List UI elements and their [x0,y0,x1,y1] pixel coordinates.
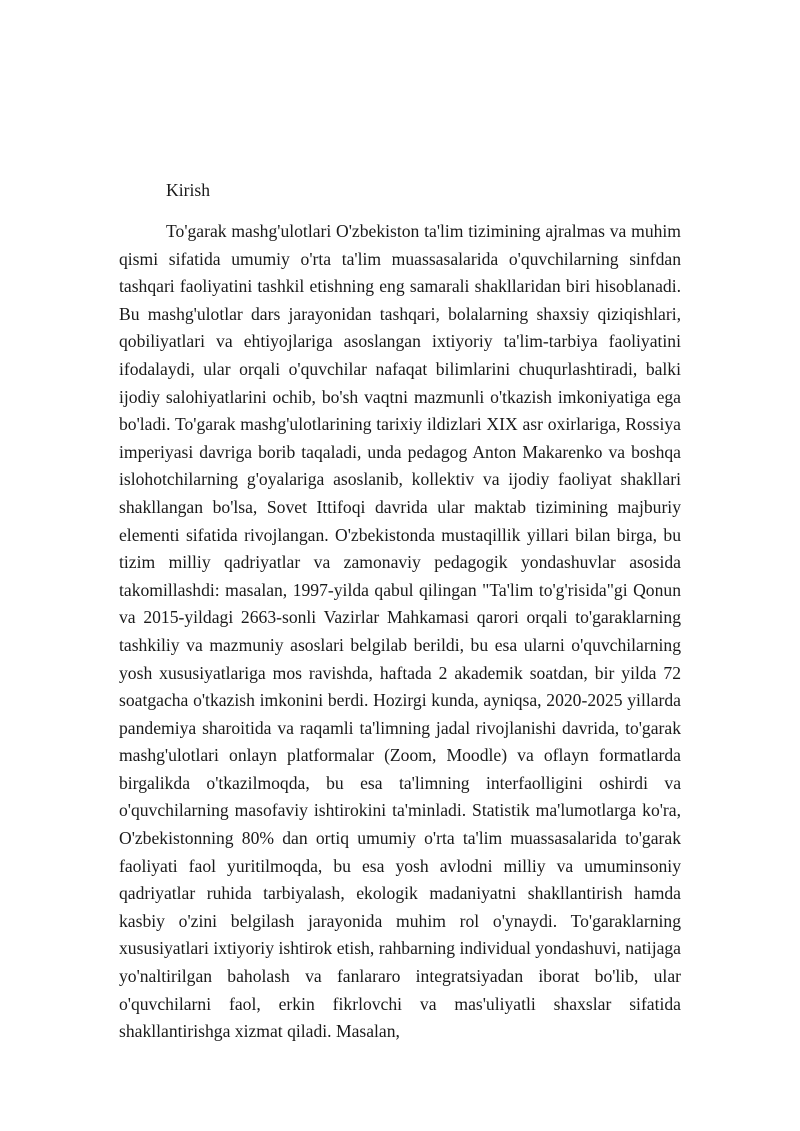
body-paragraph: To'garak mashg'ulotlari O'zbekiston ta'lim tizimining ajralmas va muhim qismi sifatida umumiy o'rta ta'lim muassasalarida o'quvchilarning sinfdan tashqari faoliyatini tashkil etishning eng samarali shakllaridan biri hisoblanadi. Bu mashg'ulotlar dars jarayonidan tashqari, bolalarning shaxsiy qiziqishlari, qobiliyatlari va ehtiyojlariga asoslangan ixtiyoriy ta'lim-tarbiya faoliyatini ifodalaydi, ular orqali o'quvchilar nafaqat bilimlarini chuqurlashtiradi, balki ijodiy salohiyatlarini ochib, bo'sh vaqtni mazmunli o'tkazish imkoniyatiga ega bo'ladi. To'garak mashg'ulotlarining tarixiy ildizlari XIX asr oxirlariga, Rossiya imperiyasi davriga borib taqaladi, unda pedagog Anton Makarenko va boshqa islohotchilarning g'oyalariga asoslanib, kollektiv va ijodiy faoliyat shakllari shakllangan bo'lsa, Sovet Ittifoqi davrida ular maktab tizimining majburiy elementi sifatida rivojlangan. O'zbekistonda mustaqillik yillari bilan birga, bu tizim milliy qadriyatlar va zamonaviy pedagogik yondashuvlar asosida takomillashdi: masalan, 1997-yilda qabul qilingan "Ta'lim to'g'risida"gi Qonun va 2015-yildagi 2663-sonli Vazirlar Mahkamasi qarori orqali to'garaklarning tashkiliy va mazmuniy asoslari belgilab berildi, bu esa ularni o'quvchilarning yosh xususiyatlariga mos ravishda, haftada 2 akademik soatdan, bir yilda 72 soatgacha o'tkazish imkonini berdi. Hozirgi kunda, ayniqsa, 2020-2025 yillarda pandemiya sharoitida va raqamli ta'limning jadal rivojlanishi davrida, to'garak mashg'ulotlari onlayn platformalar (Zoom, Moodle) va oflayn formatlarda birgalikda o'tkazilmoqda, bu esa ta'limning interfaolligini oshirdi va o'quvchilarning masofaviy ishtirokini ta'minladi. Statistik ma'lumotlarga ko'ra, O'zbekistonning 80% dan ortiq umumiy o'rta ta'lim muassasalarida to'garak faoliyati faol yuritilmoqda, bu esa yosh avlodni milliy va umuminsoniy qadriyatlar ruhida tarbiyalash, ekologik madaniyatni shakllantirish hamda kasbiy o'zini belgilash jarayonida muhim rol o'ynaydi. To'garaklarning xususiyatlari ixtiyoriy ishtirok etish, rahbarning individual yondashuvi, natijaga yo'naltirilgan baholash va fanlararo integratsiyadan iborat bo'lib, ular o'quvchilarni faol, erkin fikrlovchi va mas'uliyatli shaxslar sifatida shakllantirishga xizmat qiladi. Masalan, [119,221,681,1042]
section-heading: Kirish [166,180,210,200]
